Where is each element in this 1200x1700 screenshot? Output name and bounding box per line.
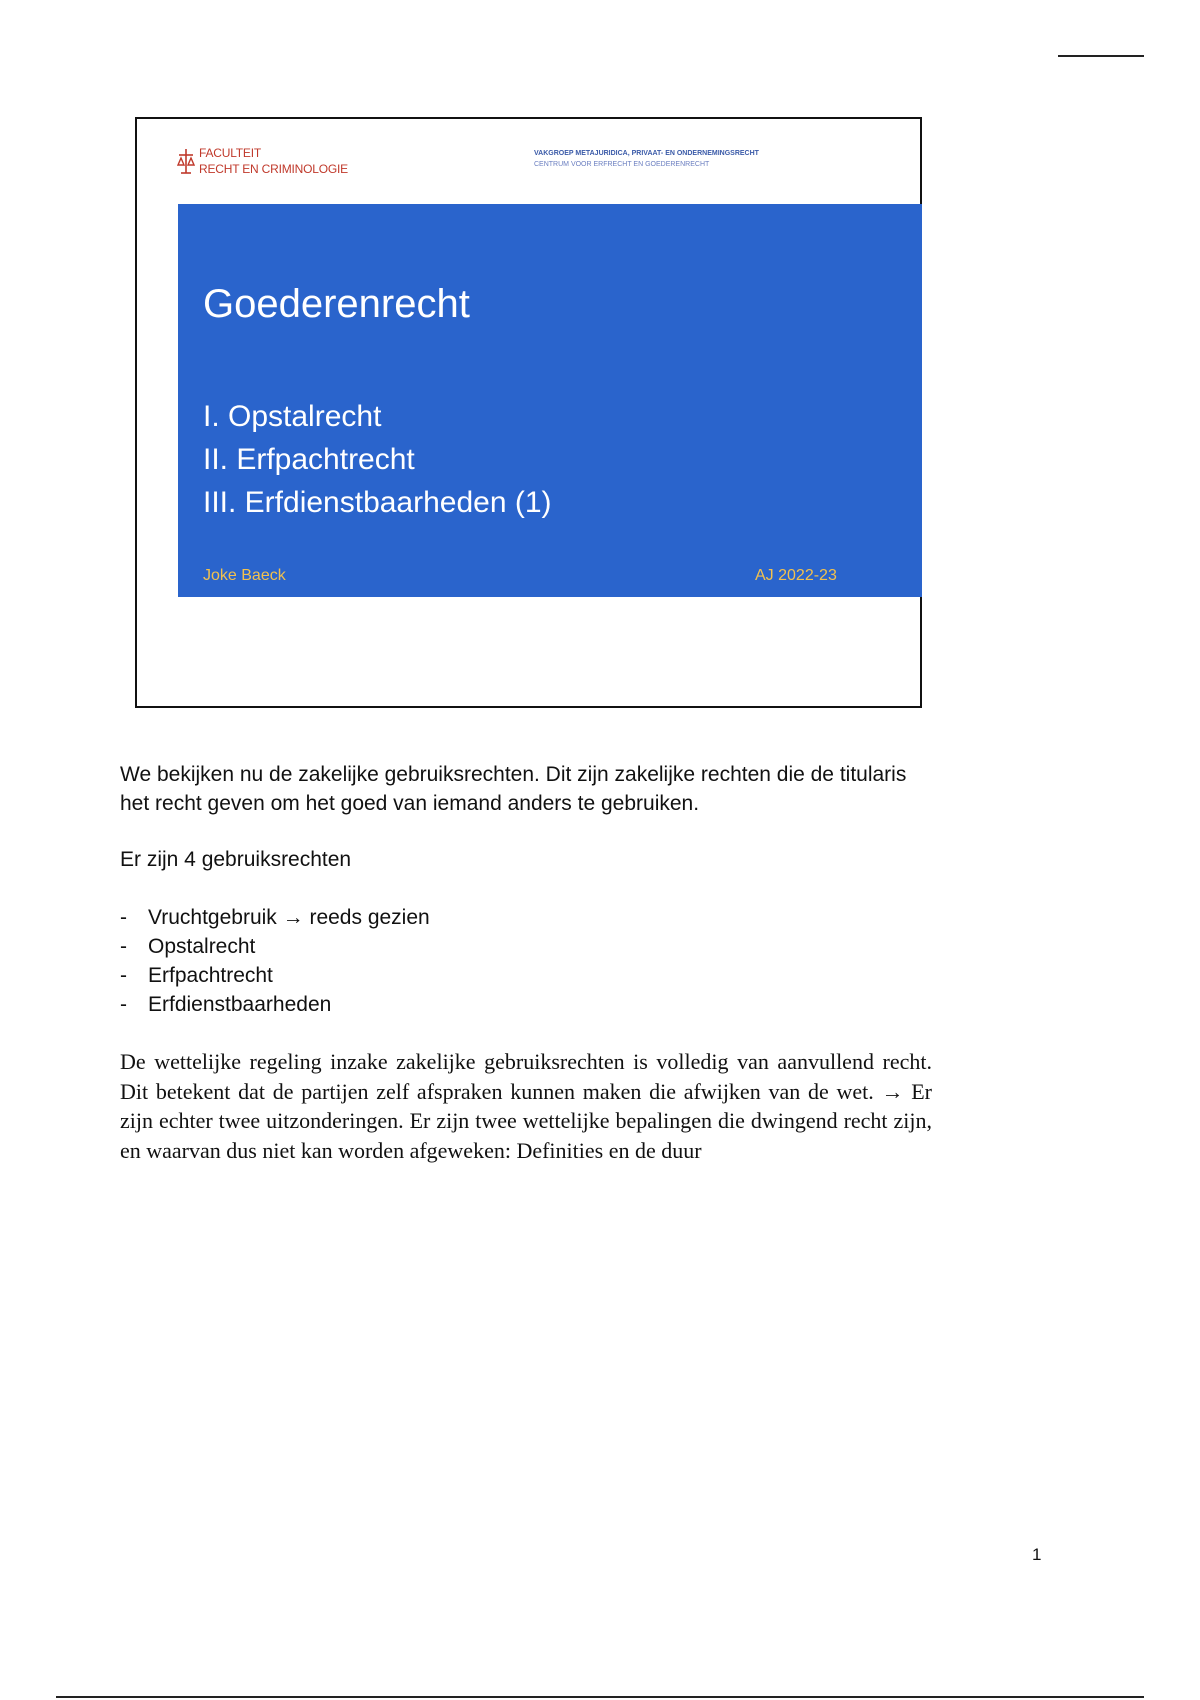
usage-rights-list <box>120 903 430 1019</box>
slide-author: Joke Baeck <box>203 567 286 584</box>
scales-icon <box>177 147 195 177</box>
slide-thumbnail <box>135 117 922 708</box>
slide-topic-list <box>203 395 552 524</box>
slide-topic-item: III. Erfdienstbaarheden (1) <box>203 486 552 519</box>
list-item: - Opstalrecht <box>120 932 430 961</box>
list-item: - Erfdienstbaarheden <box>120 990 430 1019</box>
list-item: - Vruchtgebruik → reeds gezien <box>120 903 430 932</box>
notes-paragraph-3: De wettelijke regeling inzake zakelijke gebruiksrechten is volledig van aanvullend recht. Dit betekent dat de partijen zelf afspraken kunnen maken die afwijken van de wet. → Er zijn echter twee uitzonderingen. Er zijn twee wettelijke bepalingen die dwingend recht zijn, en waarvan dus niet kan worden afgeweken: Definities en de duur <box>120 1049 932 1163</box>
list-item: - Erfpachtrecht <box>120 961 430 990</box>
page-number: 1 <box>1032 1545 1042 1564</box>
department-line2: CENTRUM VOOR ERFRECHT EN GOEDERENRECHT <box>534 161 710 168</box>
logo-text-line1: FACULTEIT <box>199 146 261 160</box>
notes-paragraph-1: We bekijken nu de zakelijke gebruiksrechten. Dit zijn zakelijke rechten die de titularis het recht geven om het goed van iemand anders te gebruiken. <box>120 763 907 815</box>
logo-text-line2: RECHT EN CRIMINOLOGIE <box>199 162 348 176</box>
slide-academic-year: AJ 2022-23 <box>755 567 837 584</box>
department-line1: VAKGROEP METAJURIDICA, PRIVAAT- EN ONDERNEMINGSRECHT <box>534 150 759 157</box>
footer-rule <box>56 1696 1144 1698</box>
department-header <box>534 148 759 170</box>
faculty-logo <box>177 145 348 181</box>
slide-title: Goederenrecht <box>203 282 470 326</box>
notes-paragraph-2: Er zijn 4 gebruiksrechten <box>120 848 352 871</box>
slide-title-panel <box>178 204 922 597</box>
slide-topic-item: I. Opstalrecht <box>203 400 382 433</box>
slide-topic-item: II. Erfpachtrecht <box>203 443 415 476</box>
header-rule <box>1058 55 1144 57</box>
